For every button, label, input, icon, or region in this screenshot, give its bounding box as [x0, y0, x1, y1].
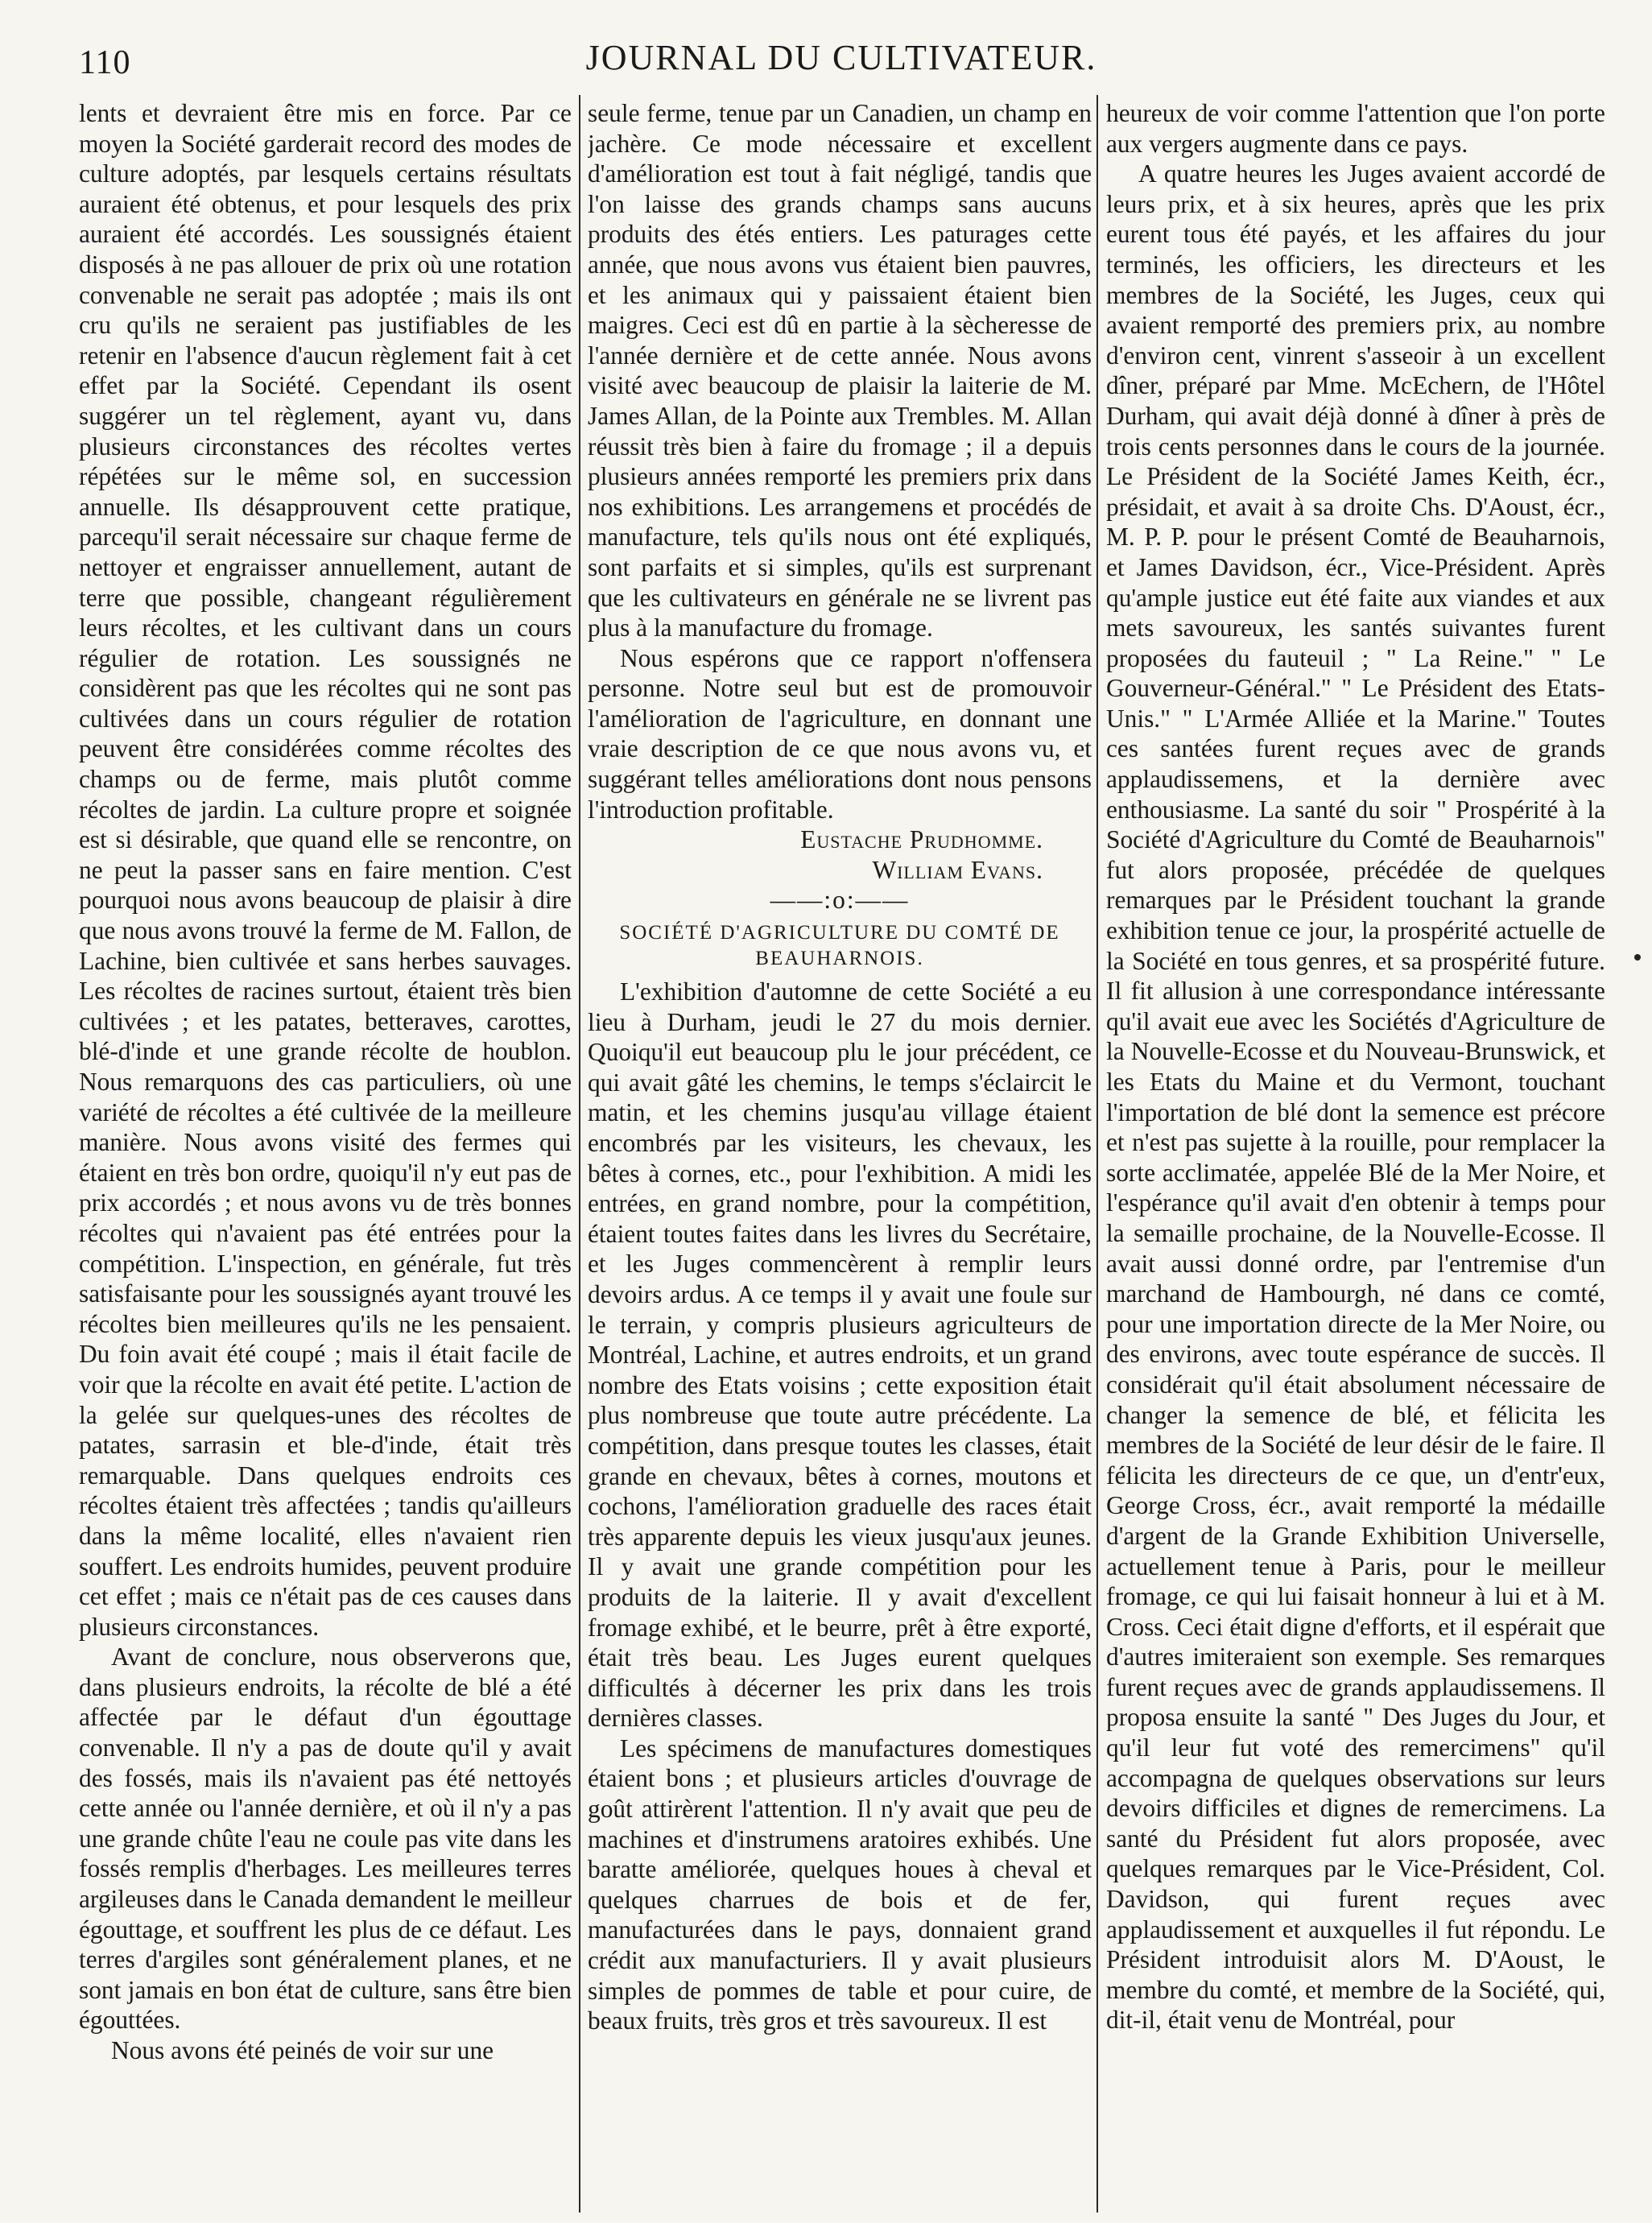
signature: Eustache Prudhomme. [800, 825, 1043, 854]
section-separator: ——:o:—— [770, 886, 910, 915]
column-divider [1097, 95, 1098, 2213]
paragraph: Nous avons été peinés de voir sur une [111, 2036, 494, 2064]
paragraph: Nous espérons que ce rapport n'offensera personne. Notre seul but est de promouvoir l'amélioration de l'agriculture, en donnant une vraie description de ce que nous avons vu, et suggérant telles améliorations dont nous pensons l'introduction profitable. [588, 643, 1092, 824]
signature: William Evans. [872, 855, 1043, 884]
paragraph: lents et devraient être mis en force. Par ce moyen la Société garderait record des modes de culture adoptés, par lesquels certains résultats auraient été obtenus, et pour lesquels des prix auraient été accordés. Les soussignés étaient disposés à ne pas allouer de prix où une rotation convenable ne serait pas adoptée ; mais ils ont cru qu'ils ne seraient pas justifiables de les retenir en l'absence d'aucun règlement fait à cet effet par la Société. Cependant ils osent suggérer un tel règlement, ayant vu, dans plusieurs circonstances des récoltes vertes répétées sur le même sol, en succession annuelle. Ils désapprouvent cette pratique, parcequ'il serait nécessaire sur chaque ferme de nettoyer et engraisser annuellement, autant de terre que possible, changeant régulièrement leurs récoltes, et les cultivant dans un cours régulier de rotation. Les soussignés ne considèrent pas que les récoltes qui ne sont pas cultivées dans un cours régulier de rotation peuvent être considérées comme récoltes des champs ou de ferme, mais plutôt comme récoltes de jardin. La culture propre et soignée est si désirable, que quand elle se rencontre, on ne peut la passer sans en faire mention. C'est pourquoi nous avons beaucoup de plaisir à dire que nous avons trouvé la ferme de M. Fallon, de Lachine, bien cultivée et sans herbes sauvages. Les récoltes de racines surtout, étaient très bien cultivées ; et les patates, betteraves, carottes, blé-d'inde et une grande récolte de houblon. Nous remarquons des cas particuliers, où une variété de récoltes a été cultivée de la meilleure manière. Nous avons visité des fermes qui étaient en très bon ordre, quoiqu'il n'y eut pas de prix accordés ; et nous avons vu de très bonnes récoltes qui n'avaient pas été entrées pour la compétition. L'inspection, en générale, fut très satisfaisante pour les soussignés ayant trouvé les récoltes bien meilleures qu'ils ne les pensaient. Du foin avait été coupé ; mais il était facile de voir que la récolte en avait été petite. L'action de la gelée sur quelques-unes des récoltes de patates, sarrasin et ble-d'inde, était très remarquable. Dans quelques endroits ces récoltes étaient très affectées ; tandis qu'ailleurs dans la même localité, elles n'avaient rien souffert. Les endroits humides, peuvent produire cet effet ; mais ce n'était pas de ces causes dans plusieurs circonstances. [79, 99, 572, 1641]
page-number: 110 [79, 44, 131, 81]
paragraph: A quatre heures les Juges avaient accordé de leurs prix, et à six heures, après que les prix eurent tous été payés, et les affaires du jour terminés, les officiers, les directeurs et les membres de la Société, les Juges, ceux qui avaient remporté des premiers prix, au nombre d'environ cent, vinrent s'asseoir à un excellent dîner, préparé par Mme. McEchern, de l'Hôtel Durham, qui avait déjà donné à dîner à près de trois cents personnes dans le cours de la journée. Le Président de la Société James Keith, écr., présidait, et avait à sa droite Chs. D'Aoust, écr., M. P. P. pour le présent Comté de Beauharnois, et James Davidson, écr., Vice-Président. Après qu'ample justice eut été faite aux viandes et aux mets savoureux, les santés suivantes furent proposées du fauteuil ; " La Reine." " Le Gouverneur-Général." " Le Président des Etats-Unis." " L'Armée Alliée et la Marine." Toutes ces santées furent reçues avec de grands applaudissemens, et la dernière avec enthousiasme. La santé du soir " Prospérité à la Société d'Agriculture du Comté de Beauharnois" fut alors proposée, précédée de quelques remarques par le Président touchant la grande exhibition tenue ce jour, la prospérité actuelle de la Société en tous genres, et sa prospérité future. Il fit allusion à une correspondance intéressante qu'il avait eue avec les Sociétés d'Agriculture de la Nouvelle-Ecosse et du Nouveau-Brunswick, et les Etats du Maine et du Vermont, touchant l'importation de blé dont la semence est précore et n'est pas sujette à la rouille, pour remplacer la sorte acclimatée, appelée Blé de la Mer Noire, et l'espérance qu'il avait d'en obtenir à temps pour la semaille prochaine, de la Nouvelle-Ecosse. Il avait aussi donné ordre, par l'entremise d'un marchand de Hambourgh, né dans ce comté, pour une importation directe de la Mer Noire, ou des environs, avec toute espérance de succès. Il considérait qu'il était absolument nécessaire de changer la semence de blé, et félicita les membres de la Société de leur désir de le faire. Il félicita les directeurs de ce que, un d'entr'eux, George Cross, écr., avait remporté la médaille d'argent de la Grande Exhibition Universelle, actuellement tenue à Paris, pour le meilleur fromage, ce qui lui faisait honneur à lui et à M. Cross. Ceci était digne d'efforts, et il espérait que d'autres imiteraient son exemple. Ses remarques furent reçues avec de grands applaudissemens. Il proposa ensuite la santé " Des Juges du Jour, et qu'il leur fut voté des remercimens" qu'il accompagna de quelques observations sur leurs devoirs difficiles et dignes de remercimens. La santé du Président fut alors proposée, avec quelques remarques par le Vice-Président, Col. Davidson, qui furent reçues avec applaudissement et auxquelles il fut répondu. Le Président introduisit alors M. D'Aoust, le membre du comté, et membre de la Société, qui, dit-il, était venu de Montréal, pour [1106, 159, 1605, 2035]
column-right [1106, 98, 1605, 2208]
paragraph: Avant de conclure, nous observerons que, dans plusieurs endroits, la récolte de blé a été affectée par le défaut d'un égouttage convenable. Il n'y a pas de doute qu'il y avait des fossés, mais ils n'avaient pas été nettoyés cette année ou l'année dernière, et où il n'y a pas une grande chûte l'eau ne coule pas vite dans les fossés remplis d'herbages. Les meilleures terres argileuses dans le Canada demandent le meilleur égouttage, et souffrent les plus de ce défaut. Les terres d'argiles sont généralement planes, et ne sont jamais en bon état de culture, sans être bien égouttées. [79, 1642, 572, 2035]
paragraph: seule ferme, tenue par un Canadien, un champ en jachère. Ce mode nécessaire et excellent d'amélioration est tout à fait négligé, tandis que l'on laisse des grands champs sans aucuns produits des étés entiers. Les paturages cette année, que nous avons vus étaient bien pauvres, et les animaux qui y paissaient étaient bien maigres. Ceci est dû en partie à la sècheresse de l'année dernière et de cette année. Nous avons visité avec beaucoup de plaisir la laiterie de M. James Allan, de la Pointe aux Trembles. M. Allan réussit très bien à faire du fromage ; il a depuis plusieurs années remporté les premiers prix dans nos exhibitions. Les arrangemens et procédés de manufacture, tels qu'ils nous ont été expliqués, sont parfaits et si simples, qu'ils est surprenant que les cultivateurs en générale ne se livrent pas plus à la manufacture du fromage. [588, 99, 1092, 643]
paragraph: L'exhibition d'automne de cette Société a eu lieu à Durham, jeudi le 27 du mois dernier. Quoiqu'il eut beaucoup plu le jour précédent, ce qui avait gâté les chemins, le temps s'éclaircit le matin, et les chemins jusqu'au village étaient encombrés par les visiteurs, les chevaux, les bêtes à cornes, etc., pour l'exhibition. A midi les entrées, en grand nombre, pour la compétition, étaient toutes faites dans les livres du Secrétaire, et les Juges commencèrent à remplir leurs devoirs ardus. A ce temps il y avait une foule sur le terrain, y compris plusieurs agriculteurs de Montréal, Lachine, et autres endroits, et un grand nombre des Etats voisins ; cette exposition était plus nombreuse que toute autre précédente. La compétition, dans presque toutes les classes, était grande en chevaux, bêtes à cornes, moutons et cochons, l'amélioration graduelle des races était très apparente depuis les vieux jusqu'aux jeunes. Il y avait une grande compétition pour les produits de la laiterie. Il y avait d'excellent fromage exhibé, et le beurre, prêt à être exporté, était très beau. Les Juges eurent quelques difficultés à décerner les prix dans les trois dernières classes. [588, 977, 1092, 1733]
paragraph: Les spécimens de manufactures domestiques étaient bons ; et plusieurs articles d'ouvrage de goût attirèrent l'attention. Il n'y avait que peu de machines et d'instrumens aratoires exhibés. Une baratte améliorée, quelques houes à cheval et quelques charrues de bois et de fer, manufacturées dans le pays, donnaient grand crédit aux manufacturiers. Il y avait plusieurs simples de pommes de table et pour cuire, de beaux fruits, très gros et très savoureux. Il est [588, 1733, 1092, 2035]
paragraph: heureux de voir comme l'attention que l'on porte aux vergers augmente dans ce pays. [1106, 99, 1605, 158]
page-header [64, 31, 1618, 79]
running-title: JOURNAL DU CULTIVATEUR. [585, 38, 1097, 77]
column-divider [579, 95, 580, 2213]
column-left [79, 98, 572, 2208]
section-title: SOCIÉTÉ D'AGRICULTURE DU COMTÉ DE BEAUHARNOIS. [619, 922, 1060, 970]
ink-spot [1634, 954, 1641, 961]
column-middle [588, 98, 1092, 2208]
